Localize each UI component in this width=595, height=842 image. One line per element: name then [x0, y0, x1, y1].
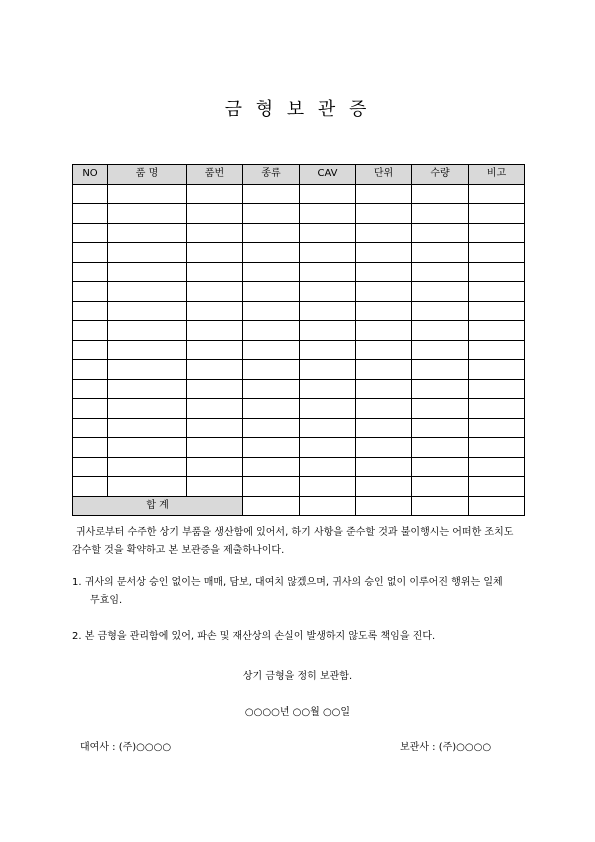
- table-cell[interactable]: [187, 477, 243, 497]
- table-cell[interactable]: [108, 477, 187, 497]
- table-row: [73, 457, 525, 477]
- table-cell[interactable]: [300, 360, 356, 380]
- table-cell[interactable]: [469, 204, 525, 224]
- table-cell[interactable]: [300, 438, 356, 458]
- table-cell[interactable]: [300, 457, 356, 477]
- table-cell[interactable]: [187, 438, 243, 458]
- table-cell[interactable]: [469, 418, 525, 438]
- table-cell[interactable]: [73, 243, 108, 263]
- table-cell[interactable]: [469, 477, 525, 497]
- table-cell[interactable]: [300, 223, 356, 243]
- table-cell[interactable]: [300, 301, 356, 321]
- table-cell[interactable]: [356, 340, 412, 360]
- table-cell[interactable]: [108, 418, 187, 438]
- table-cell[interactable]: [108, 282, 187, 302]
- table-cell[interactable]: [73, 321, 108, 341]
- table-cell[interactable]: [108, 204, 187, 224]
- table-row: [73, 360, 525, 380]
- total-row: [73, 496, 525, 516]
- table-cell[interactable]: [243, 418, 300, 438]
- table-cell[interactable]: [187, 184, 243, 204]
- table-cell[interactable]: [243, 321, 300, 341]
- table-cell[interactable]: [187, 282, 243, 302]
- table-cell[interactable]: [243, 262, 300, 282]
- clause-1: 1. 귀사의 문서상 승인 없이는 매매, 담보, 대여치 않겠으며, 귀사의 승인 없이 이루어진 행위는 일체 무효임.: [72, 577, 503, 606]
- table-cell[interactable]: [356, 321, 412, 341]
- table-row: [73, 399, 525, 419]
- table-cell[interactable]: [108, 262, 187, 282]
- table-cell[interactable]: [300, 184, 356, 204]
- table-cell[interactable]: [412, 340, 469, 360]
- header-quantity: 수량: [412, 165, 469, 185]
- intro-paragraph: 귀사로부터 수주한 상기 부품을 생산함에 있어서, 하기 사항을 준수할 것과 불이행시는 어떠한 조치도 감수할 것을 확약하고 본 보관증을 제출하나이다.: [72, 527, 514, 556]
- table-row: [73, 477, 525, 497]
- header-remarks: 비고: [469, 165, 525, 185]
- table-cell[interactable]: [187, 301, 243, 321]
- table-cell[interactable]: [356, 360, 412, 380]
- table-cell[interactable]: [356, 477, 412, 497]
- table-cell[interactable]: [300, 321, 356, 341]
- table-cell[interactable]: [412, 399, 469, 419]
- total-label: 합 계: [73, 496, 243, 516]
- table-cell[interactable]: [187, 204, 243, 224]
- table-row: [73, 223, 525, 243]
- table-row: [73, 418, 525, 438]
- table-cell[interactable]: [73, 184, 108, 204]
- table-cell[interactable]: [73, 282, 108, 302]
- table-cell[interactable]: [412, 457, 469, 477]
- table-row: [73, 301, 525, 321]
- table-cell[interactable]: [356, 262, 412, 282]
- header-unit: 단위: [356, 165, 412, 185]
- table-cell[interactable]: [300, 340, 356, 360]
- document-title: 금 형 보 관 증: [224, 99, 371, 120]
- table-cell[interactable]: [356, 282, 412, 302]
- table-cell[interactable]: [469, 184, 525, 204]
- table-cell[interactable]: [243, 438, 300, 458]
- table-cell[interactable]: [356, 379, 412, 399]
- table-cell[interactable]: [300, 418, 356, 438]
- table-cell[interactable]: [412, 282, 469, 302]
- keeper-signature: 보관사 : (주)○○○○: [400, 742, 492, 753]
- table-cell[interactable]: [356, 184, 412, 204]
- table-cell[interactable]: [243, 379, 300, 399]
- table-cell[interactable]: [243, 340, 300, 360]
- table-cell[interactable]: [469, 438, 525, 458]
- table-row: [73, 321, 525, 341]
- table-cell[interactable]: [73, 438, 108, 458]
- table-cell[interactable]: [243, 243, 300, 263]
- table-cell[interactable]: [243, 223, 300, 243]
- table-cell[interactable]: [469, 301, 525, 321]
- table-cell[interactable]: [412, 418, 469, 438]
- table-cell[interactable]: [412, 321, 469, 341]
- header-item-name: 품 명: [108, 165, 187, 185]
- table-cell[interactable]: [243, 184, 300, 204]
- table-cell[interactable]: [243, 360, 300, 380]
- table-cell[interactable]: [108, 379, 187, 399]
- table-cell[interactable]: [300, 262, 356, 282]
- total-cell[interactable]: [469, 496, 525, 516]
- table-cell[interactable]: [469, 379, 525, 399]
- table-cell[interactable]: [356, 457, 412, 477]
- mold-list-table: [72, 164, 525, 516]
- table-cell[interactable]: [469, 223, 525, 243]
- table-row: [73, 262, 525, 282]
- table-cell[interactable]: [243, 399, 300, 419]
- total-cell[interactable]: [412, 496, 469, 516]
- table-cell[interactable]: [469, 282, 525, 302]
- header-no: NO: [73, 165, 108, 185]
- table-cell[interactable]: [412, 379, 469, 399]
- table-cell[interactable]: [73, 418, 108, 438]
- table-cell[interactable]: [356, 301, 412, 321]
- closing-statement: 상기 금형을 정히 보관함.: [242, 671, 353, 682]
- table-cell[interactable]: [469, 321, 525, 341]
- table-cell[interactable]: [108, 340, 187, 360]
- table-cell[interactable]: [469, 399, 525, 419]
- table-cell[interactable]: [412, 438, 469, 458]
- lender-signature: 대여사 : (주)○○○○: [80, 742, 172, 753]
- table-cell[interactable]: [187, 243, 243, 263]
- total-cell[interactable]: [243, 496, 300, 516]
- table-cell[interactable]: [356, 223, 412, 243]
- table-cell[interactable]: [187, 418, 243, 438]
- header-type: 종류: [243, 165, 300, 185]
- table-row: [73, 282, 525, 302]
- table-cell[interactable]: [300, 379, 356, 399]
- table-cell[interactable]: [356, 399, 412, 419]
- header-part-number: 품번: [187, 165, 243, 185]
- table-cell[interactable]: [356, 438, 412, 458]
- table-cell[interactable]: [73, 379, 108, 399]
- table-cell[interactable]: [412, 223, 469, 243]
- table-cell[interactable]: [300, 477, 356, 497]
- table-cell[interactable]: [469, 457, 525, 477]
- table-cell[interactable]: [469, 340, 525, 360]
- table-cell[interactable]: [356, 243, 412, 263]
- table-header-row: [73, 165, 525, 185]
- table-cell[interactable]: [108, 301, 187, 321]
- table-cell[interactable]: [469, 243, 525, 263]
- table-cell[interactable]: [73, 340, 108, 360]
- table-cell[interactable]: [108, 243, 187, 263]
- table-cell[interactable]: [469, 360, 525, 380]
- table-cell[interactable]: [73, 301, 108, 321]
- total-cell[interactable]: [356, 496, 412, 516]
- total-cell[interactable]: [300, 496, 356, 516]
- table-cell[interactable]: [412, 243, 469, 263]
- table-cell[interactable]: [73, 223, 108, 243]
- table-cell[interactable]: [187, 399, 243, 419]
- table-cell[interactable]: [187, 457, 243, 477]
- table-cell[interactable]: [73, 477, 108, 497]
- table-cell[interactable]: [187, 321, 243, 341]
- table-cell[interactable]: [73, 204, 108, 224]
- table-cell[interactable]: [108, 399, 187, 419]
- table-row: [73, 438, 525, 458]
- table-row: [73, 379, 525, 399]
- table-cell[interactable]: [412, 301, 469, 321]
- table-cell[interactable]: [187, 262, 243, 282]
- document-date: ○○○○년 ○○월 ○○일: [244, 707, 351, 718]
- table-cell[interactable]: [108, 184, 187, 204]
- table-cell[interactable]: [243, 282, 300, 302]
- table-row: [73, 184, 525, 204]
- table-cell[interactable]: [300, 282, 356, 302]
- table-cell[interactable]: [108, 321, 187, 341]
- table-cell[interactable]: [412, 262, 469, 282]
- table-cell[interactable]: [412, 477, 469, 497]
- table-cell[interactable]: [243, 204, 300, 224]
- table-cell[interactable]: [187, 223, 243, 243]
- table-cell[interactable]: [73, 262, 108, 282]
- header-cav: CAV: [300, 165, 356, 185]
- table-row: [73, 243, 525, 263]
- table-cell[interactable]: [300, 399, 356, 419]
- table-row: [73, 340, 525, 360]
- table-body: [73, 184, 525, 516]
- table-cell[interactable]: [469, 262, 525, 282]
- table-cell[interactable]: [108, 438, 187, 458]
- table-cell[interactable]: [108, 360, 187, 380]
- table-cell[interactable]: [73, 360, 108, 380]
- table-cell[interactable]: [73, 457, 108, 477]
- table-cell[interactable]: [243, 477, 300, 497]
- table-cell[interactable]: [243, 457, 300, 477]
- table-cell[interactable]: [108, 457, 187, 477]
- table-cell[interactable]: [412, 360, 469, 380]
- table-cell[interactable]: [356, 418, 412, 438]
- table-row: [73, 204, 525, 224]
- table-cell[interactable]: [108, 223, 187, 243]
- table-cell[interactable]: [187, 379, 243, 399]
- table-cell[interactable]: [243, 301, 300, 321]
- table-cell[interactable]: [356, 204, 412, 224]
- table-cell[interactable]: [412, 184, 469, 204]
- table-cell[interactable]: [412, 204, 469, 224]
- table-cell[interactable]: [73, 399, 108, 419]
- table-cell[interactable]: [300, 204, 356, 224]
- table-cell[interactable]: [300, 243, 356, 263]
- table-cell[interactable]: [187, 360, 243, 380]
- clause-2: 2. 본 금형을 관리함에 있어, 파손 및 재산상의 손실이 발생하지 않도록 책임을 진다.: [72, 631, 436, 642]
- table-cell[interactable]: [187, 340, 243, 360]
